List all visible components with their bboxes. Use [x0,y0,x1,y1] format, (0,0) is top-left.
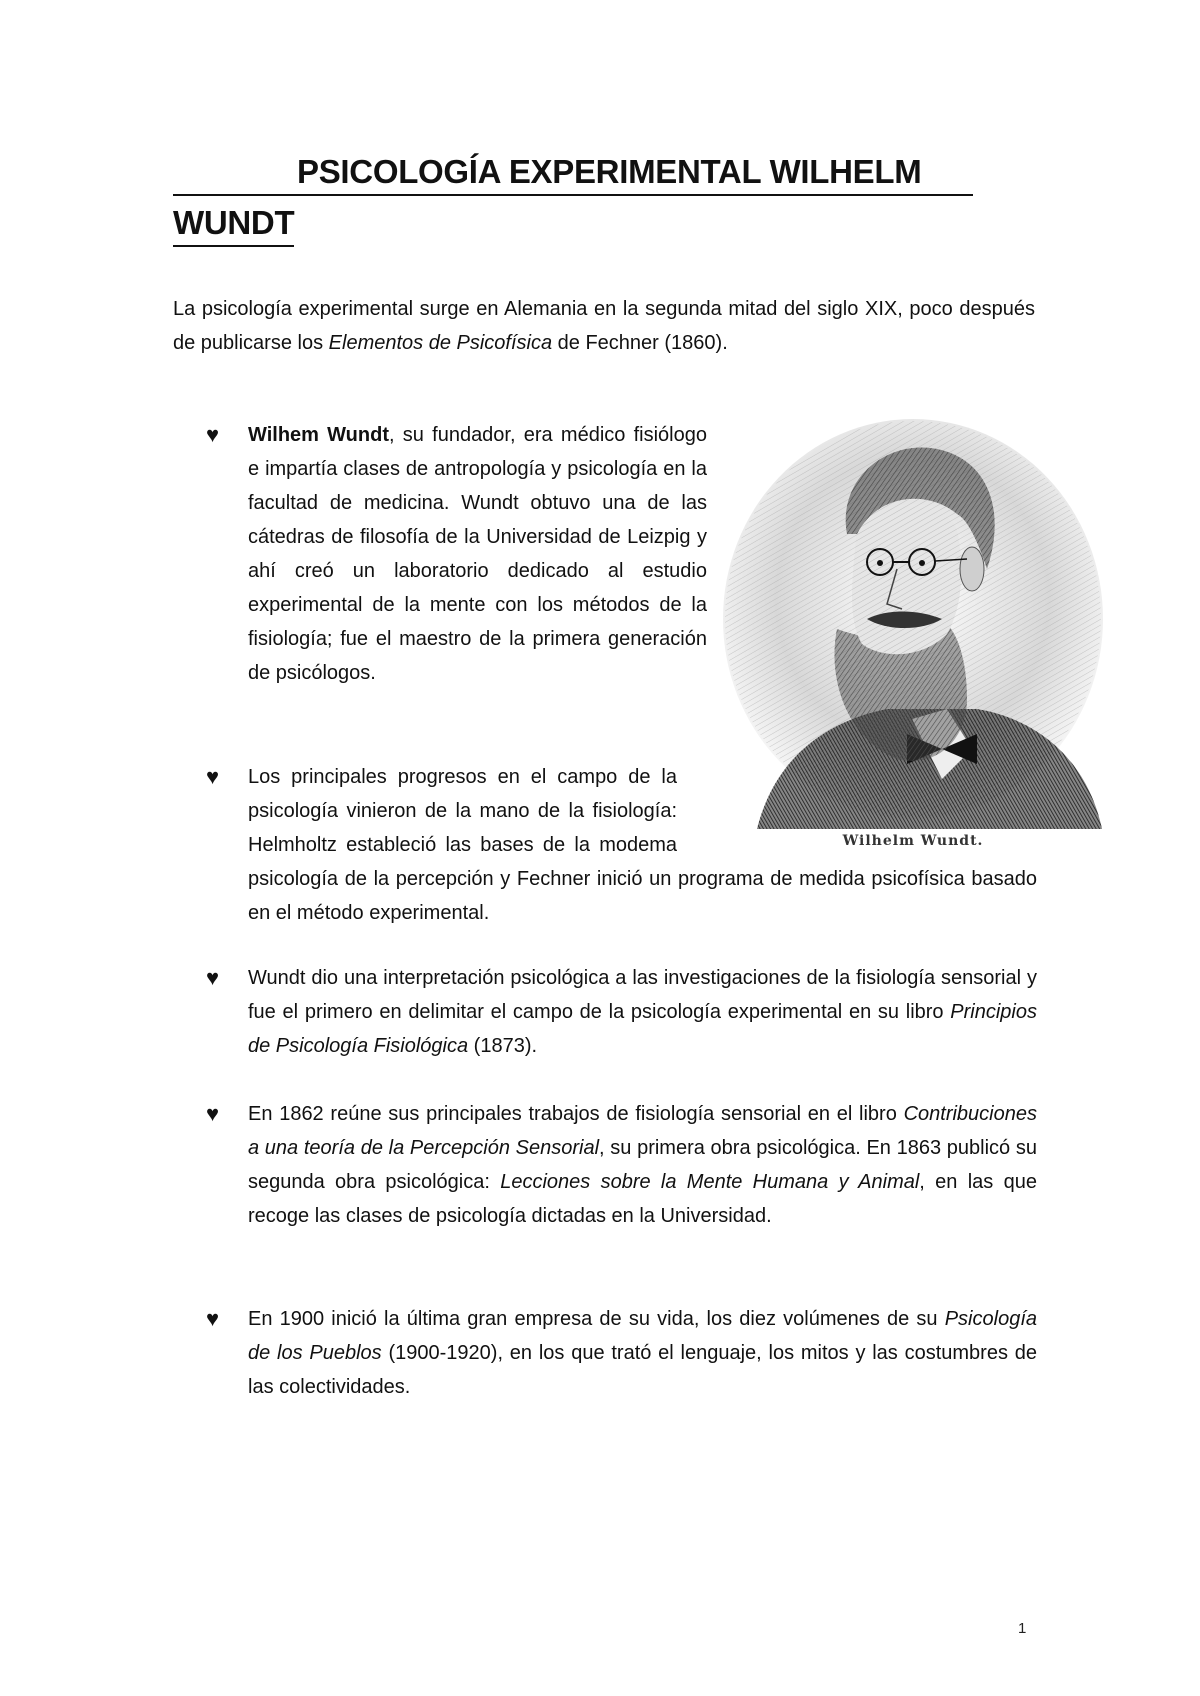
bullet-text-4: En 1862 reúne sus principales trabajos de fisiología sensorial en el libro Contribuciones a una teoría de la Percepción Sensorial, su primera obra psicológica. En 1863 publicó su segunda obra psicológica: Lecciones sobre la Mente Humana y Animal, en las que recoge las clases de psicología dictadas en la Universidad. [248,1103,1037,1227]
bullet-item-3 [207,961,1037,1063]
title-line-2: WUNDT [173,201,294,247]
heart-icon: ♥ [206,1306,220,1331]
heart-icon: ♥ [206,1101,220,1126]
portrait-engraving [717,419,1109,829]
bullet-item-1 [207,418,707,690]
page-title [173,150,973,250]
portrait-caption: Wilhelm Wundt. [842,833,984,849]
bullet-text-2: Los principales progresos en el campo de la psicología vinieron de la mano de la fisiología: Helmholtz estableció las bases de la modema psicología de la percepción y Fechner inició un programa de medida psicofísica basado en el método experimental. [248,760,1037,930]
bullet-text-3: Wundt dio una interpretación psicológica a las investigaciones de la fisiología sensorial y fue el primero en delimitar el campo de la psicología experimental en su libro Principios de Psicología Fisiológica (1873). [248,967,1037,1057]
intro-paragraph: La psicología experimental surge en Alemania en la segunda mitad del siglo XIX, poco después de publicarse los Elementos de Psicofísica de Fechner (1860). [173,298,1035,354]
heart-icon: ♥ [206,965,220,990]
heart-icon: ♥ [206,764,220,789]
page-number: 1 [1018,1620,1027,1637]
heart-icon: ♥ [206,422,220,447]
bullet-item-4 [207,1097,1037,1233]
title-line-1: PSICOLOGÍA EXPERIMENTAL WILHELM [173,150,973,196]
bullet-text-1: Wilhem Wundt, su fundador, era médico fisiólogo e impartía clases de antropología y psicología en la facultad de medicina. Wundt obtuvo una de las cátedras de filosofía de la Universidad de Leizpig y ahí creó un laboratorio dedicado al estudio experimental de la mente con los métodos de la fisiología; fue el maestro de la primera generación de psicólogos. [248,424,707,684]
bullet-item-5 [207,1302,1037,1404]
wundt-portrait-image [717,419,1109,860]
bullet-text-5: En 1900 inició la última gran empresa de su vida, los diez volúmenes de su Psicología de los Pueblos (1900-1920), en los que trató el lenguaje, los mitos y las costumbres de las colectividades. [248,1308,1037,1398]
